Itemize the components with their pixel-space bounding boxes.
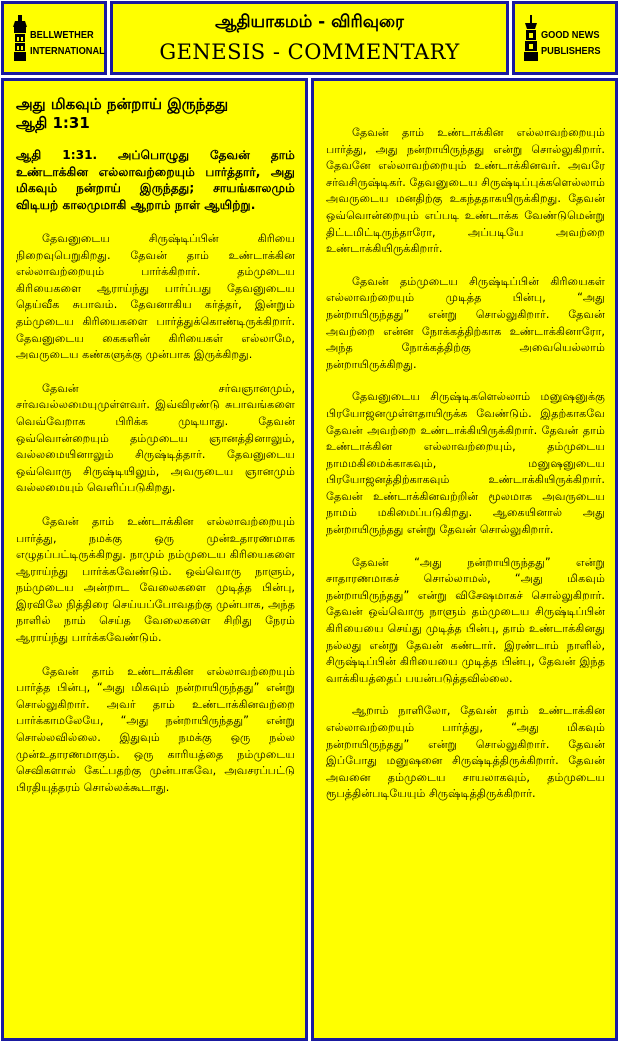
left-paragraph-2: தேவன் சர்வஞானமும், சர்வவல்லமையுமுள்ளவர். இவ்விரண்டு சுபாவங்களை வெவ்வேறாக பிரிக்க முடியாது. தேவன் ஒவ்வொன்றையும் தம்முடைய ஞானத்தினாலும், வல்லமையினாலும் சிருஷ்டித்தார். தேவனுடைய ஒவ்வொரு சிருஷ்டியிலும், அவருடைய ஞானமும் வல்லமையும் வெளிப்படுகிறது. xyxy=(16,381,295,495)
header-title-box xyxy=(110,1,509,75)
right-paragraph-4: தேவன் “அது நன்றாயிருந்தது” என்று சாதாரணமாகச் சொல்லாமல், “அது மிகவும் நன்றாயிருந்தது” என்று விசேஷமாகச் சொல்லுகிறார். தேவன் ஒவ்வொரு நாளும் தம்முடைய சிருஷ்டிப்பின் கிரியையை செய்து முடித்த பின்பு, தாம் உண்டாக்கினது நல்லது என்று தேவன் கண்டார். இரண்டாம் நாளில், சிருஷ்டிப்பின் கிரியையை முடித்த பின்பு, தேவன் இந்த வாக்கியத்தைப் பயன்படுத்தவில்லை. xyxy=(326,555,605,685)
heading-title: அது மிகவும் நன்றாய் இருந்தது xyxy=(16,95,229,113)
section-heading xyxy=(16,95,295,133)
title-tamil: ஆதியாகமம் - விரிவுரை xyxy=(215,12,404,32)
left-column xyxy=(1,78,308,1041)
publisher-tower-icon xyxy=(523,15,539,63)
logo-right-line2: PUBLISHERS xyxy=(541,45,601,57)
right-paragraph-3: தேவனுடைய சிருஷ்டிகளெல்லாம் மனுஷனுக்கு பிரயோஜனமுள்ளதாயிருக்க வேண்டும். இதற்காகவே தேவன் அவற்றை உண்டாக்கியிருக்கிறார். தேவன் தாம் உண்டாக்கின எல்லாவற்றையும், தம்முடைய நாமமகிமைக்காகவும், மனுஷனுடைய பிரயோஜனத்திற்காகவும் உண்டாக்கியிருக்கிறார். தேவன் உண்டாக்கினவற்றின் மூலமாக அவருடைய நாமம் மகிமைப்படுகிறது. ஆகையினால் அது நன்றாயிருந்தது என்று தேவன் சொல்லுகிறார். xyxy=(326,390,605,537)
right-column xyxy=(311,78,618,1041)
left-paragraph-1: தேவனுடைய சிருஷ்டிப்பின் கிரியை நிறைவுபெறுகிறது. தேவன் தாம் உண்டாக்கின எல்லாவற்றையும் பார்க்கிறார். தம்முடைய கிரியைகளை ஆராய்ந்து பார்ப்பது தேவனுடைய தெய்வீக சுபாவம். தேவனாகிய கர்த்தர், இன்றும் தம்முடைய கிரியைகளை பார்த்துக்கொண்டிருக்கிறார். தேவனுடைய கைகளின் கிரியைகள் எல்லாமே, அவருடைய கண்களுக்கு முன்பாக இருக்கிறது. xyxy=(16,232,295,362)
header-left-logo-box xyxy=(1,1,107,75)
logo-left-line1: BELLWETHER xyxy=(30,29,94,41)
bell-tower-icon xyxy=(12,15,28,63)
logo-right-line1: GOOD NEWS xyxy=(541,29,600,41)
left-paragraph-4: தேவன் தாம் உண்டாக்கின எல்லாவற்றையும் பார்த்த பின்பு, “அது மிகவும் நன்றாயிருந்தது” என்று சொல்லுகிறார். அவர் தாம் உண்டாக்கினவற்றை பார்க்காமலேயே, “அது நன்றாயிருந்தது” என்று சொல்லவில்லை. இதுவும் நமக்கு ஒரு நல்ல முன்உதாரணமாகும். ஒரு காரியத்தை நம்முடைய செவிகளால் கேட்பதற்கு முன்பாகவே, அவசரப்பட்டு பிரதியுத்தரம் சொல்லக்கூடாது. xyxy=(16,664,295,794)
right-paragraph-2: தேவன் தம்முடைய சிருஷ்டிப்பின் கிரியைகள் எல்லாவற்றையும் முடித்த பின்பு, “அது நன்றாயிருந்தது” என்று சொல்லுகிறார். தேவன் அவற்றை என்ன நோக்கத்திற்காக உண்டாக்கினாரோ, அந்த நோக்கத்திற்கு அவையெல்லாம் நன்றாயிருக்கிறது. xyxy=(326,274,605,371)
header-right-logo-box xyxy=(512,1,618,75)
right-paragraph-1: தேவன் தாம் உண்டாக்கின எல்லாவற்றையும் பார்த்து, அது நன்றாயிருந்தது என்று சொல்லுகிறார். தேவனே எல்லாவற்றையும் உண்டாக்கினவர். அவரே சர்வசிருஷ்டிகர். தேவனுடைய சிருஷ்டிப்புக்களெல்லாம் அவருடைய மனதிற்கு உகந்ததாகயிருக்கிறது. தேவன் ஒவ்வொன்றையும் எப்படி உண்டாக்க வேண்டுமென்று திட்டமிட்டிருந்தாரோ, அப்படியே அவற்றை உண்டாக்கியிருக்கிறார். xyxy=(326,126,605,256)
good-news-logo xyxy=(523,15,613,65)
left-paragraph-3: தேவன் தாம் உண்டாக்கின எல்லாவற்றையும் பார்த்து, நமக்கு ஒரு முன்உதாரணமாக எழுதப்பட்டிருக்கிறது. நாமும் நம்முடைய கிரியைகளை ஆராய்ந்து பார்க்கவேண்டும். ஒவ்வொரு நாளும், நம்முடைய அன்றாட வேலைகளை முடித்த பின்பு, இரவிலே நித்திரை செய்யப்போவதற்கு முன்பாக, அந்த நாளில் நாம் செய்த வேலைகளை சிறிது நேரம் ஆராய்ந்து பார்க்கவேண்டும். xyxy=(16,514,295,645)
bellwether-logo xyxy=(12,15,105,65)
right-column-text xyxy=(326,125,605,819)
logo-left-line2: INTERNATIONAL xyxy=(30,45,105,57)
right-paragraph-5: ஆறாம் நாளிலோ, தேவன் தாம் உண்டாக்கின எல்லாவற்றையும் பார்த்து, “அது மிகவும் நன்றாயிருந்தது” என்று சொல்லுகிறார். தேவன் இப்போது மனுஷனை சிருஷ்டித்திருக்கிறார். தேவன் அவனை தம்முடைய சாயலாகவும், தம்முடைய ரூபத்தின்படியேயும் சிருஷ்டித்திருக்கிறார். xyxy=(326,704,605,801)
verse-text: ஆதி 1:31. அப்பொழுது தேவன் தாம் உண்டாக்கின எல்லாவற்றையும் பார்த்தார், அது மிகவும் நன்றாய் இருந்தது; சாயங்காலமும் விடியற் காலமுமாகி ஆறாம் நாள் ஆயிற்று. xyxy=(16,148,295,212)
heading-reference: ஆதி 1:31 xyxy=(16,114,90,132)
left-column-text xyxy=(16,95,295,813)
title-english: GENESIS - COMMENTARY xyxy=(159,40,460,64)
